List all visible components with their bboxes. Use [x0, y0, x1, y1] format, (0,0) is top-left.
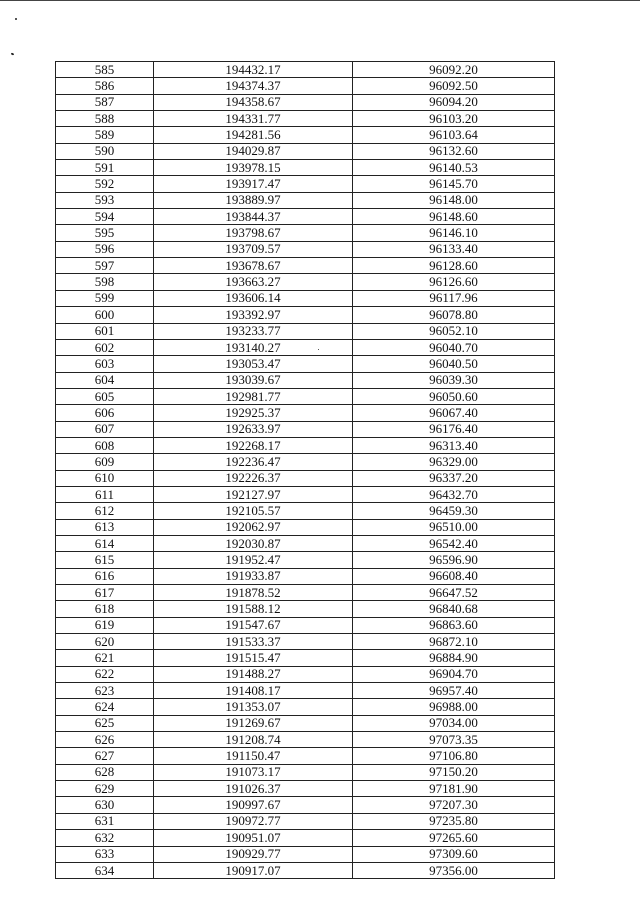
point-number-cell: 586: [56, 78, 154, 94]
table-row: [56, 160, 555, 176]
table-row: [56, 699, 555, 715]
table-row: [56, 209, 555, 225]
point-number-cell: 632: [56, 830, 154, 846]
table-row: [56, 813, 555, 829]
y-coordinate-cell: 97265.60: [353, 830, 555, 846]
table-row: [56, 241, 555, 257]
x-coordinate-cell: 190997.67: [154, 797, 353, 813]
table-row: [56, 634, 555, 650]
point-number-cell: 613: [56, 519, 154, 535]
y-coordinate-cell: 96904.70: [353, 666, 555, 682]
x-coordinate-cell: 192981.77: [154, 388, 353, 404]
y-coordinate-cell: 97181.90: [353, 781, 555, 797]
x-coordinate-cell: 193978.15: [154, 160, 353, 176]
y-coordinate-cell: 96133.40: [353, 241, 555, 257]
y-coordinate-cell: 96432.70: [353, 486, 555, 502]
table-row: [56, 176, 555, 192]
table-row: [56, 78, 555, 94]
coordinate-table-body: [56, 62, 555, 879]
table-row: [56, 470, 555, 486]
table-row: [56, 666, 555, 682]
table-row: [56, 601, 555, 617]
y-coordinate-cell: 96092.50: [353, 78, 555, 94]
table-row: [56, 535, 555, 551]
table-row: [56, 585, 555, 601]
point-number-cell: 592: [56, 176, 154, 192]
table-row: [56, 127, 555, 143]
x-coordinate-cell: 191933.87: [154, 568, 353, 584]
point-number-cell: 620: [56, 634, 154, 650]
x-coordinate-cell: 191150.47: [154, 748, 353, 764]
x-coordinate-cell: 190929.77: [154, 846, 353, 862]
table-row: [56, 225, 555, 241]
y-coordinate-cell: 97207.30: [353, 797, 555, 813]
point-number-cell: 609: [56, 454, 154, 470]
point-number-cell: 612: [56, 503, 154, 519]
y-coordinate-cell: 96126.60: [353, 274, 555, 290]
y-coordinate-cell: 96596.90: [353, 552, 555, 568]
point-number-cell: 585: [56, 62, 154, 78]
table-row: [56, 437, 555, 453]
y-coordinate-cell: 96052.10: [353, 323, 555, 339]
point-number-cell: 619: [56, 617, 154, 633]
table-row: [56, 62, 555, 78]
table-row: [56, 388, 555, 404]
y-coordinate-cell: 96337.20: [353, 470, 555, 486]
point-number-cell: 627: [56, 748, 154, 764]
x-coordinate-cell: 192925.37: [154, 405, 353, 421]
x-coordinate-cell: 193663.27: [154, 274, 353, 290]
y-coordinate-cell: 96117.96: [353, 290, 555, 306]
point-number-cell: 618: [56, 601, 154, 617]
y-coordinate-cell: 96078.80: [353, 307, 555, 323]
x-coordinate-cell: 193606.14: [154, 290, 353, 306]
table-row: [56, 846, 555, 862]
point-number-cell: 624: [56, 699, 154, 715]
point-number-cell: 623: [56, 683, 154, 699]
table-row: [56, 454, 555, 470]
y-coordinate-cell: 96329.00: [353, 454, 555, 470]
table-row: [56, 764, 555, 780]
y-coordinate-cell: 96148.60: [353, 209, 555, 225]
point-number-cell: 622: [56, 666, 154, 682]
point-number-cell: 608: [56, 437, 154, 453]
x-coordinate-cell: 191878.52: [154, 585, 353, 601]
y-coordinate-cell: 96988.00: [353, 699, 555, 715]
x-coordinate-cell: 193889.97: [154, 192, 353, 208]
table-row: [56, 732, 555, 748]
point-number-cell: 590: [56, 143, 154, 159]
point-number-cell: 602: [56, 339, 154, 355]
y-coordinate-cell: 96510.00: [353, 519, 555, 535]
x-coordinate-cell: 193233.77: [154, 323, 353, 339]
page-top-edge: [0, 0, 640, 1]
point-number-cell: 601: [56, 323, 154, 339]
x-coordinate-cell: 193392.97: [154, 307, 353, 323]
point-number-cell: 621: [56, 650, 154, 666]
table-row: [56, 143, 555, 159]
x-coordinate-cell: 190972.77: [154, 813, 353, 829]
y-coordinate-cell: 96542.40: [353, 535, 555, 551]
y-coordinate-cell: 97356.00: [353, 862, 555, 878]
y-coordinate-cell: 97106.80: [353, 748, 555, 764]
point-number-cell: 587: [56, 94, 154, 110]
y-coordinate-cell: 96050.60: [353, 388, 555, 404]
table-row: [56, 258, 555, 274]
x-coordinate-cell: 194029.87: [154, 143, 353, 159]
point-number-cell: 629: [56, 781, 154, 797]
point-number-cell: 596: [56, 241, 154, 257]
table-row: [56, 797, 555, 813]
x-coordinate-cell: 192127.97: [154, 486, 353, 502]
table-row: [56, 552, 555, 568]
point-number-cell: 589: [56, 127, 154, 143]
table-row: [56, 356, 555, 372]
point-number-cell: 588: [56, 111, 154, 127]
table-row: [56, 830, 555, 846]
point-number-cell: 634: [56, 862, 154, 878]
y-coordinate-cell: 96459.30: [353, 503, 555, 519]
y-coordinate-cell: 97073.35: [353, 732, 555, 748]
x-coordinate-cell: 192236.47: [154, 454, 353, 470]
x-coordinate-cell: 194331.77: [154, 111, 353, 127]
y-coordinate-cell: 96103.20: [353, 111, 555, 127]
table-row: [56, 486, 555, 502]
y-coordinate-cell: 96094.20: [353, 94, 555, 110]
x-coordinate-cell: 194432.17: [154, 62, 353, 78]
table-row: [56, 274, 555, 290]
x-coordinate-cell: 193053.47: [154, 356, 353, 372]
y-coordinate-cell: 97150.20: [353, 764, 555, 780]
table-row: [56, 307, 555, 323]
x-coordinate-cell: 193917.47: [154, 176, 353, 192]
x-coordinate-cell: 192268.17: [154, 437, 353, 453]
table-row: [56, 503, 555, 519]
x-coordinate-cell: 191547.67: [154, 617, 353, 633]
table-row: [56, 111, 555, 127]
point-number-cell: 597: [56, 258, 154, 274]
x-coordinate-cell: 191515.47: [154, 650, 353, 666]
y-coordinate-cell: 96176.40: [353, 421, 555, 437]
scan-speck: [11, 52, 15, 55]
x-coordinate-cell: 191208.74: [154, 732, 353, 748]
coordinate-table: [55, 61, 555, 879]
y-coordinate-cell: 96148.00: [353, 192, 555, 208]
x-coordinate-cell: 194358.67: [154, 94, 353, 110]
point-number-cell: 591: [56, 160, 154, 176]
table-row: [56, 323, 555, 339]
point-number-cell: 630: [56, 797, 154, 813]
point-number-cell: 599: [56, 290, 154, 306]
x-coordinate-cell: 191269.67: [154, 715, 353, 731]
y-coordinate-cell: 96146.10: [353, 225, 555, 241]
point-number-cell: 626: [56, 732, 154, 748]
x-coordinate-cell: 191026.37: [154, 781, 353, 797]
table-row: [56, 339, 555, 355]
y-coordinate-cell: 96608.40: [353, 568, 555, 584]
table-row: [56, 683, 555, 699]
y-coordinate-cell: 96140.53: [353, 160, 555, 176]
table-row: [56, 290, 555, 306]
x-coordinate-cell: 192030.87: [154, 535, 353, 551]
x-coordinate-cell: 193140.27: [154, 339, 353, 355]
x-coordinate-cell: 191353.07: [154, 699, 353, 715]
point-number-cell: 625: [56, 715, 154, 731]
point-number-cell: 607: [56, 421, 154, 437]
point-number-cell: 594: [56, 209, 154, 225]
point-number-cell: 611: [56, 486, 154, 502]
x-coordinate-cell: 194374.37: [154, 78, 353, 94]
y-coordinate-cell: 96647.52: [353, 585, 555, 601]
x-coordinate-cell: 190951.07: [154, 830, 353, 846]
table-row: [56, 372, 555, 388]
table-row: [56, 568, 555, 584]
point-number-cell: 606: [56, 405, 154, 421]
x-coordinate-cell: 193709.57: [154, 241, 353, 257]
x-coordinate-cell: 191533.37: [154, 634, 353, 650]
y-coordinate-cell: 96092.20: [353, 62, 555, 78]
scan-speck: [15, 18, 17, 20]
y-coordinate-cell: 96863.60: [353, 617, 555, 633]
point-number-cell: 603: [56, 356, 154, 372]
table-row: [56, 519, 555, 535]
point-number-cell: 617: [56, 585, 154, 601]
y-coordinate-cell: 96067.40: [353, 405, 555, 421]
x-coordinate-cell: 191073.17: [154, 764, 353, 780]
point-number-cell: 593: [56, 192, 154, 208]
table-row: [56, 421, 555, 437]
table-row: [56, 94, 555, 110]
point-number-cell: 610: [56, 470, 154, 486]
y-coordinate-cell: 96840.68: [353, 601, 555, 617]
x-coordinate-cell: 192226.37: [154, 470, 353, 486]
y-coordinate-cell: 96128.60: [353, 258, 555, 274]
x-coordinate-cell: 193844.37: [154, 209, 353, 225]
point-number-cell: 615: [56, 552, 154, 568]
table-row: [56, 617, 555, 633]
point-number-cell: 631: [56, 813, 154, 829]
point-number-cell: 605: [56, 388, 154, 404]
y-coordinate-cell: 96103.64: [353, 127, 555, 143]
x-coordinate-cell: 193798.67: [154, 225, 353, 241]
y-coordinate-cell: 96040.50: [353, 356, 555, 372]
x-coordinate-cell: 192633.97: [154, 421, 353, 437]
point-number-cell: 614: [56, 535, 154, 551]
point-number-cell: 616: [56, 568, 154, 584]
point-number-cell: 600: [56, 307, 154, 323]
y-coordinate-cell: 96957.40: [353, 683, 555, 699]
x-coordinate-cell: 192062.97: [154, 519, 353, 535]
x-coordinate-cell: 190917.07: [154, 862, 353, 878]
point-number-cell: 604: [56, 372, 154, 388]
point-number-cell: 595: [56, 225, 154, 241]
x-coordinate-cell: 192105.57: [154, 503, 353, 519]
table-row: [56, 715, 555, 731]
table-row: [56, 748, 555, 764]
x-coordinate-cell: 194281.56: [154, 127, 353, 143]
x-coordinate-cell: 191408.17: [154, 683, 353, 699]
y-coordinate-cell: 96145.70: [353, 176, 555, 192]
y-coordinate-cell: 96884.90: [353, 650, 555, 666]
y-coordinate-cell: 96872.10: [353, 634, 555, 650]
point-number-cell: 598: [56, 274, 154, 290]
x-coordinate-cell: 193039.67: [154, 372, 353, 388]
point-number-cell: 628: [56, 764, 154, 780]
y-coordinate-cell: 97235.80: [353, 813, 555, 829]
table-row: [56, 192, 555, 208]
table-row: [56, 862, 555, 878]
x-coordinate-cell: 191588.12: [154, 601, 353, 617]
x-coordinate-cell: 191952.47: [154, 552, 353, 568]
x-coordinate-cell: 193678.67: [154, 258, 353, 274]
y-coordinate-cell: 97034.00: [353, 715, 555, 731]
table-row: [56, 781, 555, 797]
y-coordinate-cell: 96132.60: [353, 143, 555, 159]
x-coordinate-cell: 191488.27: [154, 666, 353, 682]
table-row: [56, 405, 555, 421]
y-coordinate-cell: 96039.30: [353, 372, 555, 388]
y-coordinate-cell: 96040.70: [353, 339, 555, 355]
y-coordinate-cell: 96313.40: [353, 437, 555, 453]
y-coordinate-cell: 97309.60: [353, 846, 555, 862]
table-row: [56, 650, 555, 666]
point-number-cell: 633: [56, 846, 154, 862]
